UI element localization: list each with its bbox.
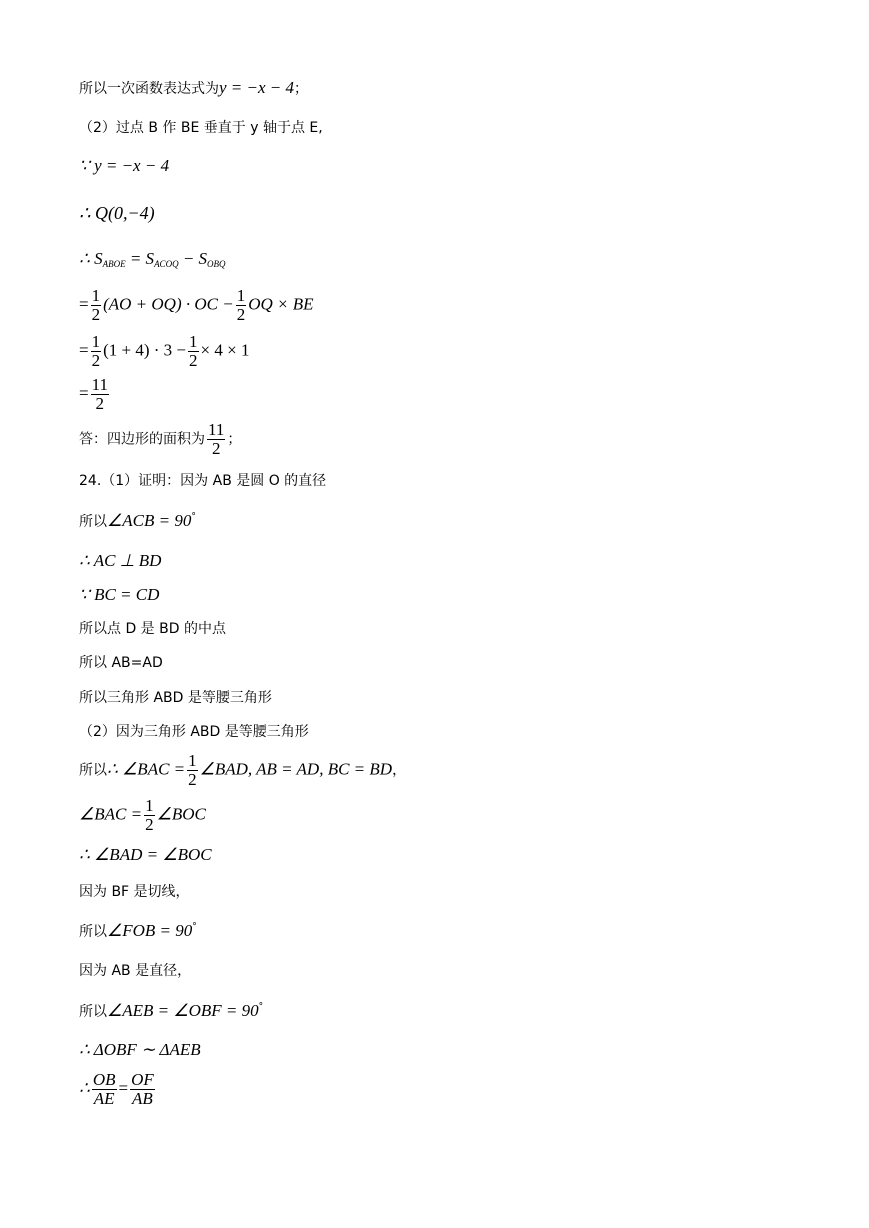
line-angle-fob: 所以∠FOB = 90° xyxy=(79,921,197,940)
line-isosceles-conclusion: 所以三角形 ABD 是等腰三角形 xyxy=(79,690,272,706)
line-ratio: ∴ $\frac{OB}{AE}$ = $\frac{OF}{AB}$ xyxy=(79,1070,154,1108)
line-bc-eq-cd: ∵ BC = CD xyxy=(79,585,160,604)
fraction-half: $\frac{1}{2}$ xyxy=(145,796,154,834)
line-part2-isosceles: （2）因为三角形 ABD 是等腰三角形 xyxy=(79,724,309,740)
fraction-eleven-halves: $\frac{11}{2}$ xyxy=(91,375,108,413)
line-area-substitution: = $\frac{1}{2}$ (1 + 4) · 3 − $\frac{1}{2}$ × 4 × 1 xyxy=(79,332,250,370)
line-answer-area: 答：四边形的面积为 $\frac{11}{2}$ ； xyxy=(79,420,242,458)
line-because-y-eq: ∵ y = −x − 4 xyxy=(79,156,170,175)
fraction-ob-ae: $\frac{OB}{AE}$ xyxy=(92,1070,116,1108)
line-angle-bac-boc: ∠BAC = $\frac{1}{2}$ ∠BOC xyxy=(79,796,206,834)
line-angle-aeb-obf: 所以∠AEB = ∠OBF = 90° xyxy=(79,1001,264,1020)
line-angle-bac-relation: 所以∴ ∠BAC = $\frac{1}{2}$ ∠BAD, AB = AD, BC = BD， xyxy=(79,751,407,789)
line-q24-part1: 24.（1）证明：因为 AB 是圆 O 的直径 xyxy=(79,473,327,489)
fraction-eleven-halves: $\frac{11}{2}$ xyxy=(208,420,225,458)
fraction-half: $\frac{1}{2}$ xyxy=(236,286,246,324)
fraction-half: $\frac{1}{2}$ xyxy=(189,332,198,370)
line-area-formula: = $\frac{1}{2}$ (AO + OQ) · OC − $\frac{1}{2}$ OQ × BE xyxy=(79,286,314,324)
line-ab-eq-ad: 所以 AB=AD xyxy=(79,655,163,671)
line-angle-bad-eq-boc: ∴ ∠BAD = ∠BOC xyxy=(79,845,212,864)
fraction-of-ab: $\frac{OF}{AB}$ xyxy=(131,1070,154,1108)
line-ab-diameter: 因为 AB 是直径， xyxy=(79,963,192,979)
line-ac-perp-bd: ∴ AC ⊥ BD xyxy=(79,551,162,570)
fraction-half: $\frac{1}{2}$ xyxy=(91,332,101,370)
line-point-q: ∴ Q(0,−4) xyxy=(79,203,155,223)
line-linear-function-expression: 所以一次函数表达式为y = −x − 4； xyxy=(79,78,309,97)
line-part2-construct-be: （2）过点 B 作 BE 垂直于 y 轴于点 E, xyxy=(79,120,323,136)
line-midpoint: 所以点 D 是 BD 的中点 xyxy=(79,621,226,637)
line-bf-tangent: 因为 BF 是切线， xyxy=(79,884,190,900)
fraction-half: $\frac{1}{2}$ xyxy=(91,286,101,324)
line-angle-acb: 所以∠ACB = 90° xyxy=(79,511,196,530)
line-area-result: = $\frac{11}{2}$ xyxy=(79,375,108,413)
line-area-decomposition: ∴ $S_{ABOE} = S_{ACOQ} - S_{OBQ}$ xyxy=(79,249,226,269)
fraction-half: $\frac{1}{2}$ xyxy=(188,751,197,789)
line-similar-triangles: ∴ ΔOBF ∼ ΔAEB xyxy=(79,1040,201,1059)
